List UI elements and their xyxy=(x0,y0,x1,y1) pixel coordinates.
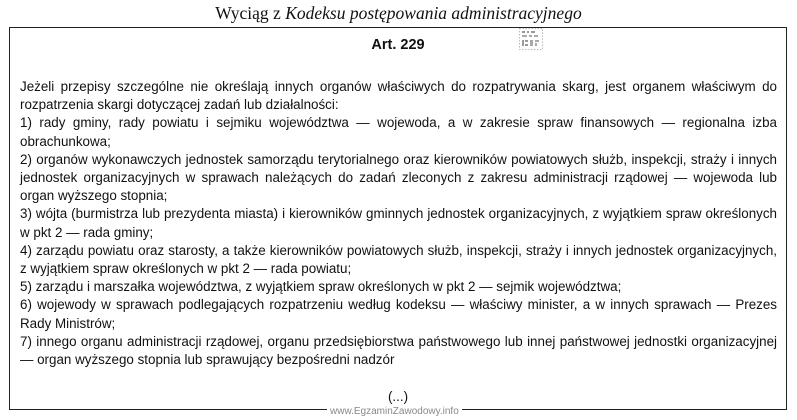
article-item: 4) zarządu powiatu oraz starosty, a także kierowników powiatowych służb, inspekcji, straży i innych jednostek organizacyjnych, z wyjątkiem spraw określonych w pkt 2 — rada powiatu; xyxy=(20,242,777,277)
site-watermark: www.EgzaminZawodowy.info xyxy=(327,406,462,418)
excerpt-frame xyxy=(9,27,787,410)
omission-marker: (...) xyxy=(387,389,409,404)
article-item: 7) innego organu administracji rządowej, organu przedsiębiorstwa państwowego lub innej państwowej jednostki organizacyjnej — organ wyższego stopnia lub sprawujący bezpośredni nadzór xyxy=(20,333,777,368)
article-item: 1) rady gminy, rady powiatu i sejmiku województwa — wojewoda, a w zakresie spraw finansowych — regionalna izba obrachunkowa; xyxy=(20,115,777,149)
article-item: 2) organów wykonawczych jednostek samorządu terytorialnego oraz kierowników powiatowych służb, inspekcji, straży i innych jednostek organizacyjnych w sprawach należących do zadań zleconych z zakresu administracji rządowej — wojewoda lub organ wyższego stopnia; xyxy=(20,151,777,204)
heading-prefix: Wyciąg z xyxy=(215,3,281,23)
article-item: 5) zarządu i marszałka województwa, z wyjątkiem spraw określonych w pkt 2 — sejmik województwa; xyxy=(20,279,622,295)
heading-title: Kodeksu postępowania administracyjnego xyxy=(285,3,582,23)
article-body xyxy=(20,78,777,369)
article-item: 3) wójta (burmistrza lub prezydenta miasta) i kierowników gminnych jednostek organizacyjnych, z wyjątkiem spraw określonych w pkt 2 — rada gminy; xyxy=(20,206,777,240)
article-number: Art. 229 xyxy=(371,37,425,53)
document-heading xyxy=(0,2,797,24)
ez-info-logo-icon xyxy=(519,28,543,50)
article-item: 6) wojewody w sprawach podlegających rozpatrzeniu według kodeksu — właściwy minister, a w innych sprawach — Prezes Rady Ministrów; xyxy=(20,297,777,331)
article-intro: Jeżeli przepisy szczególne nie określają innych organów właściwych do rozpatrywania skarg, jest organem właściwym do rozpatrzenia skargi dotyczącej zadań lub działalności: xyxy=(20,79,777,113)
